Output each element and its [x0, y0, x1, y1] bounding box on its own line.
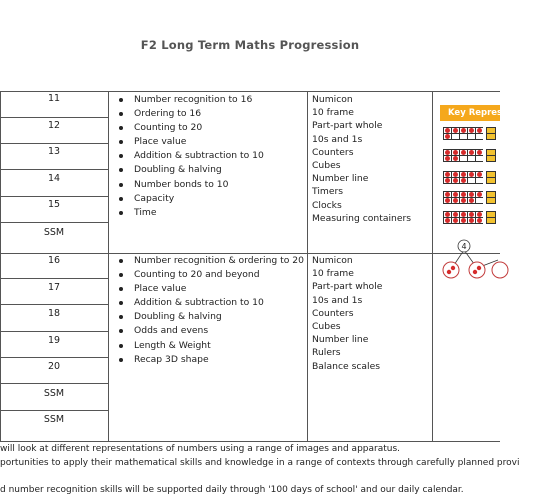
tens-rod-icon	[486, 149, 496, 162]
content-list	[112, 254, 304, 367]
ten-frame-icon	[443, 127, 483, 140]
week-cell: 18	[47, 308, 61, 319]
ten-frame-row	[443, 127, 496, 140]
content-item: Recap 3D shape	[112, 353, 304, 367]
row-divider	[0, 278, 108, 279]
week-cell: 16	[47, 255, 61, 266]
whole-number: 4	[461, 242, 467, 251]
week-cell: 20	[47, 361, 61, 372]
page-title: F2 Long Term Maths Progression	[140, 38, 360, 52]
ten-frame-row	[443, 171, 496, 184]
resource-item: Cubes	[312, 160, 341, 172]
key-representations-banner: Key Representations	[440, 105, 500, 121]
table-top-border	[0, 91, 500, 92]
row-divider	[0, 331, 108, 332]
resource-item: 10s and 1s	[312, 294, 363, 306]
resource-item: Cubes	[312, 321, 341, 333]
content-item: Place value	[112, 282, 304, 296]
tens-rod-icon	[486, 211, 496, 224]
resource-item: 10 frame	[312, 268, 354, 280]
ten-frame-icon	[443, 211, 483, 224]
tens-rod-icon	[486, 127, 496, 140]
resource-item: 10s and 1s	[312, 133, 363, 145]
row-divider	[0, 304, 108, 305]
column-divider	[108, 91, 109, 441]
week-cell: SSM	[43, 227, 65, 238]
note-line: will look at different representations of numbers using a range of images and apparatus.	[0, 444, 401, 454]
week-cell: 13	[47, 146, 61, 157]
resource-item: Numicon	[312, 94, 353, 105]
content-item: Number bonds to 10	[112, 178, 264, 192]
week-cell: 11	[47, 93, 61, 104]
tens-rod-icon	[486, 171, 496, 184]
content-item: Time	[112, 206, 264, 220]
resource-item: Counters	[312, 307, 354, 319]
week-cell: 17	[47, 282, 61, 293]
resources-list	[312, 93, 411, 225]
resource-item: Number line	[312, 173, 369, 185]
resource-item: Balance scales	[312, 360, 381, 372]
resource-item: Part-part whole	[312, 120, 383, 132]
row-divider	[0, 410, 108, 411]
week-cell: SSM	[43, 388, 65, 399]
part-circle	[492, 262, 508, 278]
resources-list	[312, 254, 382, 373]
week-cell: SSM	[43, 414, 65, 425]
content-item: Counting to 20 and beyond	[112, 268, 304, 282]
resource-item: Number line	[312, 334, 369, 346]
content-item: Place value	[112, 135, 264, 149]
content-item: Capacity	[112, 192, 264, 206]
content-item: Number recognition to 16	[112, 93, 264, 107]
ten-frame-icon	[443, 191, 483, 204]
resource-item: Part-part whole	[312, 281, 383, 293]
counter-dot	[447, 270, 451, 274]
resource-item: 10 frame	[312, 107, 354, 119]
note-line: d number recognition skills will be supported daily through '100 days of school' and our daily calendar.	[0, 485, 464, 495]
tens-rod-icon	[486, 191, 496, 204]
counter-dot	[477, 266, 481, 270]
row-divider	[0, 169, 108, 170]
content-item: Addition & subtraction to 10	[112, 149, 264, 163]
ten-frame-row	[443, 211, 496, 224]
ten-frame-row	[443, 191, 496, 204]
row-divider	[0, 383, 108, 384]
resource-item: Timers	[312, 186, 344, 198]
content-item: Doubling & halving	[112, 310, 304, 324]
resource-item: Numicon	[312, 255, 353, 266]
week-cell: 19	[47, 335, 61, 346]
content-item: Doubling & halving	[112, 163, 264, 177]
row-divider	[0, 357, 108, 358]
note-line: portunities to apply their mathematical skills and knowledge in a range of contexts through carefully planned provi	[0, 458, 520, 468]
content-item: Ordering to 16	[112, 107, 264, 121]
row-divider	[0, 196, 108, 197]
counter-dot	[451, 266, 455, 270]
column-divider	[432, 91, 433, 441]
ten-frame-row	[443, 149, 496, 162]
week-cell: 12	[47, 120, 61, 131]
counter-dot	[473, 270, 477, 274]
content-item: Length & Weight	[112, 339, 304, 353]
week-cell: 14	[47, 173, 61, 184]
content-item: Addition & subtraction to 10	[112, 296, 304, 310]
table-bottom-border	[0, 441, 500, 442]
resource-item: Counters	[312, 146, 354, 158]
row-divider	[0, 222, 108, 223]
resource-item: Clocks	[312, 199, 342, 211]
resource-item: Measuring containers	[312, 212, 412, 224]
content-item: Number recognition & ordering to 20	[112, 254, 304, 268]
content-item: Counting to 20	[112, 121, 264, 135]
part-circle	[443, 262, 459, 278]
column-divider	[307, 91, 308, 441]
ten-frame-icon	[443, 171, 483, 184]
resource-item: Rulers	[312, 347, 341, 359]
content-item: Odds and evens	[112, 324, 304, 338]
row-divider	[0, 143, 108, 144]
week-cell: 15	[47, 199, 61, 210]
content-list	[112, 93, 264, 220]
part-whole-diagram	[440, 238, 500, 283]
part-circle	[469, 262, 485, 278]
row-divider	[0, 117, 108, 118]
ten-frame-icon	[443, 149, 483, 162]
